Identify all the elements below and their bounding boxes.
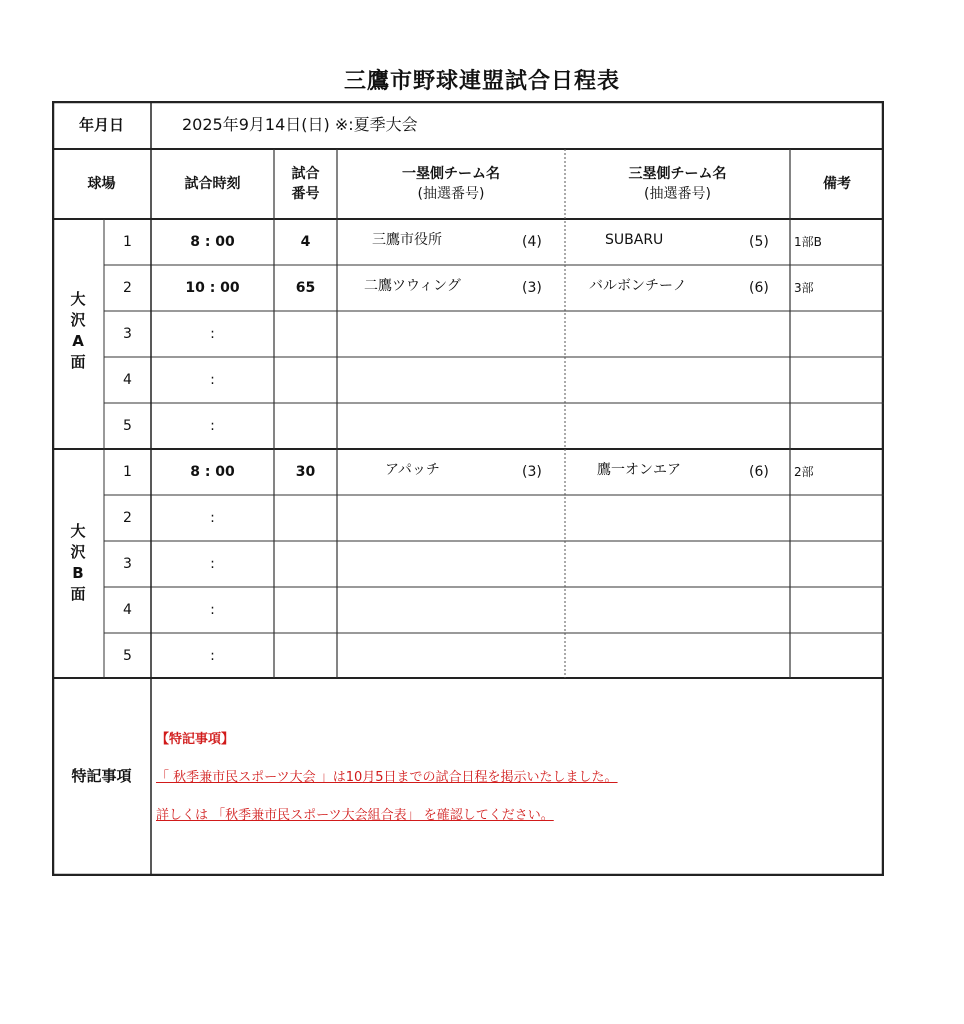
table-row-time: : — [210, 510, 215, 526]
table-grid — [52, 101, 884, 876]
table-row-first-no: (3) — [522, 464, 542, 480]
table-row-time: 8 : 00 — [190, 234, 235, 250]
table-row-time: : — [210, 602, 215, 618]
table-row-match: 30 — [295, 464, 316, 480]
table-row-slot: 3 — [123, 556, 132, 572]
table-row-slot: 4 — [123, 602, 132, 618]
page-title: 三鷹市野球連盟試合日程表 — [343, 69, 620, 94]
table-row-slot: 5 — [123, 648, 132, 664]
table-row-first-no: (4) — [522, 234, 542, 250]
table-row-slot: 1 — [123, 234, 132, 250]
table-row-slot: 2 — [123, 280, 132, 296]
table-row-first-team: 二鷹ツウィング — [364, 278, 461, 294]
col-first-team-2: (抽選番号) — [417, 186, 485, 202]
notes-label: 特記事項 — [71, 767, 132, 785]
table-row-time: 8 : 00 — [190, 464, 235, 480]
col-match-no-2: 番号 — [291, 186, 320, 202]
col-time: 試合時刻 — [184, 176, 241, 192]
table-row-third-team: 鷹一オンエア — [597, 462, 681, 478]
col-first-team-1: 一塁側チーム名 — [402, 166, 500, 182]
notes-line-1: 「 秋季兼市民スポーツ大会 」は10月5日までの試合日程を掲示いたしました。 — [156, 770, 618, 785]
col-third-team-1: 三塁側チーム名 — [628, 166, 727, 182]
table-row-remark: 1部B — [794, 235, 822, 249]
table-row-time: : — [210, 418, 215, 434]
table-row-match: 4 — [300, 234, 311, 250]
col-third-team-2: (抽選番号) — [644, 186, 711, 202]
table-row-time: : — [210, 648, 215, 664]
table-row-time: : — [210, 556, 215, 572]
table-row-time: : — [210, 372, 215, 388]
table-row-slot: 4 — [123, 372, 132, 388]
table-row-slot: 3 — [123, 326, 132, 342]
table-row-third-team: SUBARU — [605, 232, 664, 248]
table-row-slot: 2 — [123, 510, 132, 526]
schedule-sheet — [52, 101, 884, 876]
table-row-third-team: バルボンチーノ — [589, 278, 687, 294]
table-row-third-no: (5) — [749, 234, 769, 250]
field-b-label: 大 沢 B 面 — [70, 522, 86, 603]
field-a-label: 大 沢 A 面 — [70, 290, 86, 371]
date-value: 2025年9月14日(日) ※:夏季大会 — [182, 115, 418, 134]
notes-heading: 【特記事項】 — [156, 732, 235, 747]
col-match-no-1: 試合 — [291, 166, 320, 182]
table-row-first-team: アパッチ — [385, 462, 440, 478]
table-row-slot: 5 — [123, 418, 132, 434]
col-field: 球場 — [87, 176, 116, 192]
table-row-remark: 3部 — [794, 281, 814, 295]
table-row-first-no: (3) — [522, 280, 542, 296]
table-row-third-no: (6) — [749, 464, 769, 480]
table-row-third-no: (6) — [749, 280, 769, 296]
table-row-slot: 1 — [123, 464, 132, 480]
date-label: 年月日 — [78, 116, 124, 134]
col-remarks: 備考 — [823, 176, 851, 192]
table-row-match: 65 — [295, 280, 316, 296]
notes-line-2: 詳しくは 「秋季兼市民スポーツ大会組合表」 を確認してください。 — [156, 808, 554, 823]
table-row-time: : — [210, 326, 215, 342]
table-row-first-team: 三鷹市役所 — [372, 232, 442, 248]
table-row-time: 10 : 00 — [185, 280, 240, 296]
table-row-remark: 2部 — [794, 465, 814, 479]
